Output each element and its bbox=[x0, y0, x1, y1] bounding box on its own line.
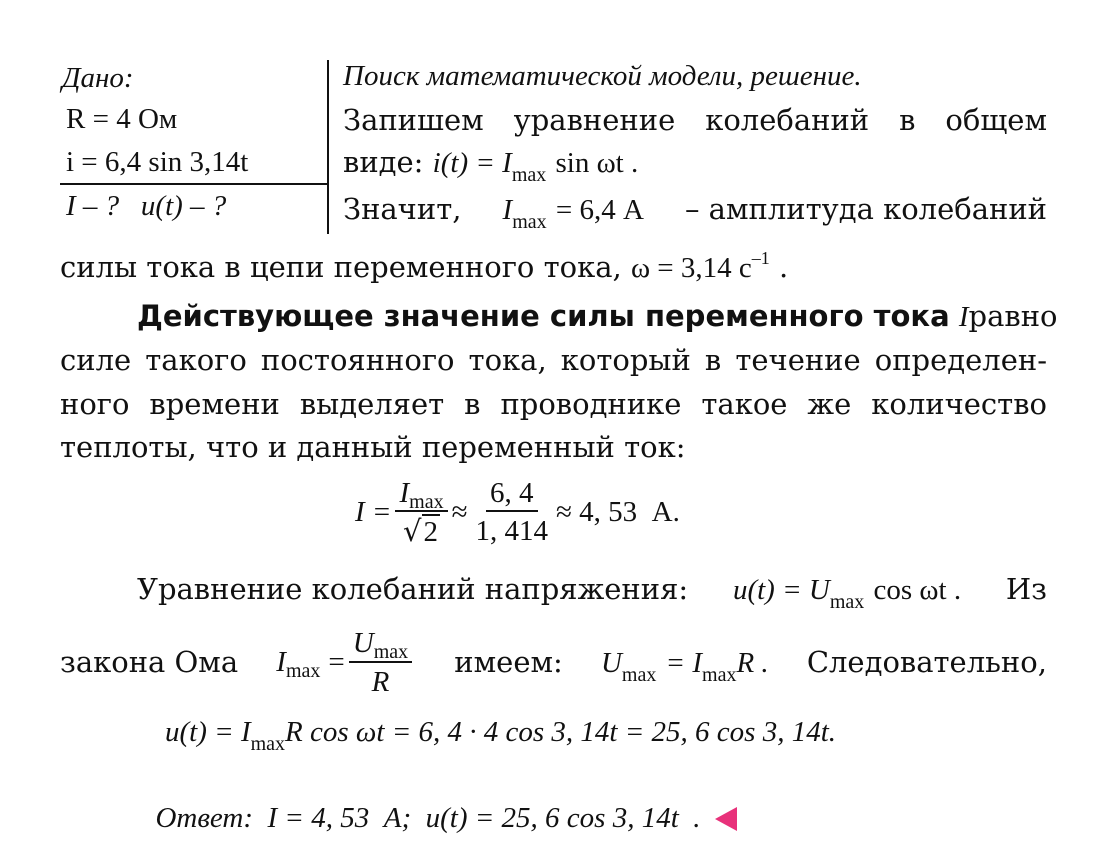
given-label bbox=[62, 62, 134, 95]
approx-sign: ≈ bbox=[451, 495, 468, 528]
given-unknown: I – ? u(t) – ? bbox=[66, 190, 227, 222]
fraction-imax-sqrt2 bbox=[395, 477, 447, 548]
paragraph-line-1 bbox=[137, 299, 1058, 334]
paragraph-line-4: теплоты, что и данный переменный ток: bbox=[60, 430, 686, 464]
fraction-num-symbol: I bbox=[399, 476, 410, 509]
colon: : bbox=[123, 62, 134, 94]
formula-u-part2: R cos ωt = 6, 4 · 4 cos 3, 14t = 25, 6 cos 3, 14t. bbox=[285, 716, 837, 748]
solution-line-4 bbox=[60, 250, 788, 285]
solution-line-4-prefix: силы тока в цепи переменного тока, bbox=[60, 250, 622, 284]
given-label-text: Дано bbox=[62, 62, 124, 94]
voltage-line-2-prefix: закона Ома bbox=[60, 645, 239, 679]
umax-tail: R . bbox=[736, 646, 769, 679]
voltage-line-1-prefix: Уравнение колебаний напряжения: bbox=[137, 572, 689, 606]
omega-sup: –1 bbox=[751, 248, 770, 268]
umax-eq-sub: max bbox=[702, 663, 737, 686]
ohm-num: U bbox=[352, 627, 374, 660]
fraction-num-sub: max bbox=[409, 490, 444, 513]
imax-value: = 6,4 А bbox=[555, 194, 644, 226]
formula-result: ≈ 4, 53 А. bbox=[556, 495, 680, 528]
omega-tail: . bbox=[779, 250, 789, 284]
formula-u-sub: max bbox=[250, 733, 286, 755]
ohm-den: R bbox=[371, 665, 390, 698]
paragraph-bold-term: Действующее значение силы переменного тока bbox=[137, 299, 950, 333]
given-i: i = 6,4 sin 3,14t bbox=[66, 146, 249, 178]
voltage-line-2 bbox=[60, 622, 1047, 702]
formula-effective-current bbox=[355, 470, 680, 554]
solution-line-1: Запишем уравнение колебаний в общем bbox=[343, 103, 1047, 137]
voltage-eq: u(t) = U bbox=[732, 574, 830, 606]
umax-sub: max bbox=[621, 663, 657, 686]
solution-line-2-prefix: виде: bbox=[343, 145, 424, 179]
solution-line-3-tail: – амплитуда колебаний bbox=[684, 192, 1047, 226]
solution-line-3 bbox=[343, 192, 1047, 233]
imax-symbol: I bbox=[502, 194, 513, 226]
ohm-lhs: I bbox=[276, 645, 286, 678]
formula-u-part1: u(t) = I bbox=[165, 716, 251, 748]
sqrt-symbol: √2 bbox=[403, 514, 439, 548]
voltage-eq-sub: max bbox=[829, 591, 865, 613]
voltage-line-1 bbox=[137, 572, 1047, 613]
paragraph-line-2: силе такого постоянного тока, который в течение определен- bbox=[60, 343, 1047, 377]
voltage-line-2-tail: Следовательно, bbox=[806, 645, 1047, 679]
eq-general-sub: max bbox=[511, 164, 547, 186]
fraction-numeric-num: 6, 4 bbox=[486, 478, 538, 512]
eq-general: i(t) = I bbox=[432, 147, 512, 179]
voltage-eq-tail: cos ωt . bbox=[873, 574, 962, 606]
formula-u bbox=[165, 714, 837, 755]
solution-line-2 bbox=[343, 145, 639, 186]
fraction-numeric-den: 1, 414 bbox=[475, 515, 549, 547]
voltage-line-1-tail: Из bbox=[1005, 572, 1047, 606]
answer-label: Ответ bbox=[155, 802, 244, 834]
voltage-mid: имеем: bbox=[454, 645, 563, 679]
solution-line-3-prefix: Значит, bbox=[343, 192, 462, 226]
fraction-numeric bbox=[472, 478, 553, 547]
answer-text: : I = 4, 53 А; u(t) = 25, 6 cos 3, 14t . bbox=[243, 802, 701, 834]
omega-value: ω = 3,14 с bbox=[630, 252, 752, 284]
ohm-eq: = bbox=[328, 645, 345, 678]
answer-line bbox=[137, 766, 737, 835]
solution-heading: Поиск математической модели, решение. bbox=[343, 60, 862, 92]
ohm-lhs-sub: max bbox=[285, 659, 321, 682]
paragraph-symbol: I bbox=[958, 301, 969, 333]
ohm-num-sub: max bbox=[373, 641, 409, 664]
given-vertical-divider bbox=[327, 60, 329, 234]
given-divider bbox=[60, 183, 328, 185]
given-r: R = 4 Ом bbox=[66, 103, 178, 135]
paragraph-line-3: ного времени выделяет в проводнике такое же количество bbox=[60, 387, 1047, 421]
imax-sub: max bbox=[512, 211, 547, 233]
sqrt-radicand: 2 bbox=[423, 516, 439, 548]
umax-eq: = I bbox=[665, 646, 703, 679]
eq-general-tail: sin ωt . bbox=[555, 147, 639, 179]
umax-symbol: U bbox=[600, 646, 622, 679]
paragraph-line-1-tail: равно bbox=[968, 299, 1058, 333]
formula-lhs: I = bbox=[355, 495, 392, 528]
end-of-solution-triangle-icon bbox=[715, 807, 737, 831]
ohm-fraction bbox=[349, 627, 412, 697]
